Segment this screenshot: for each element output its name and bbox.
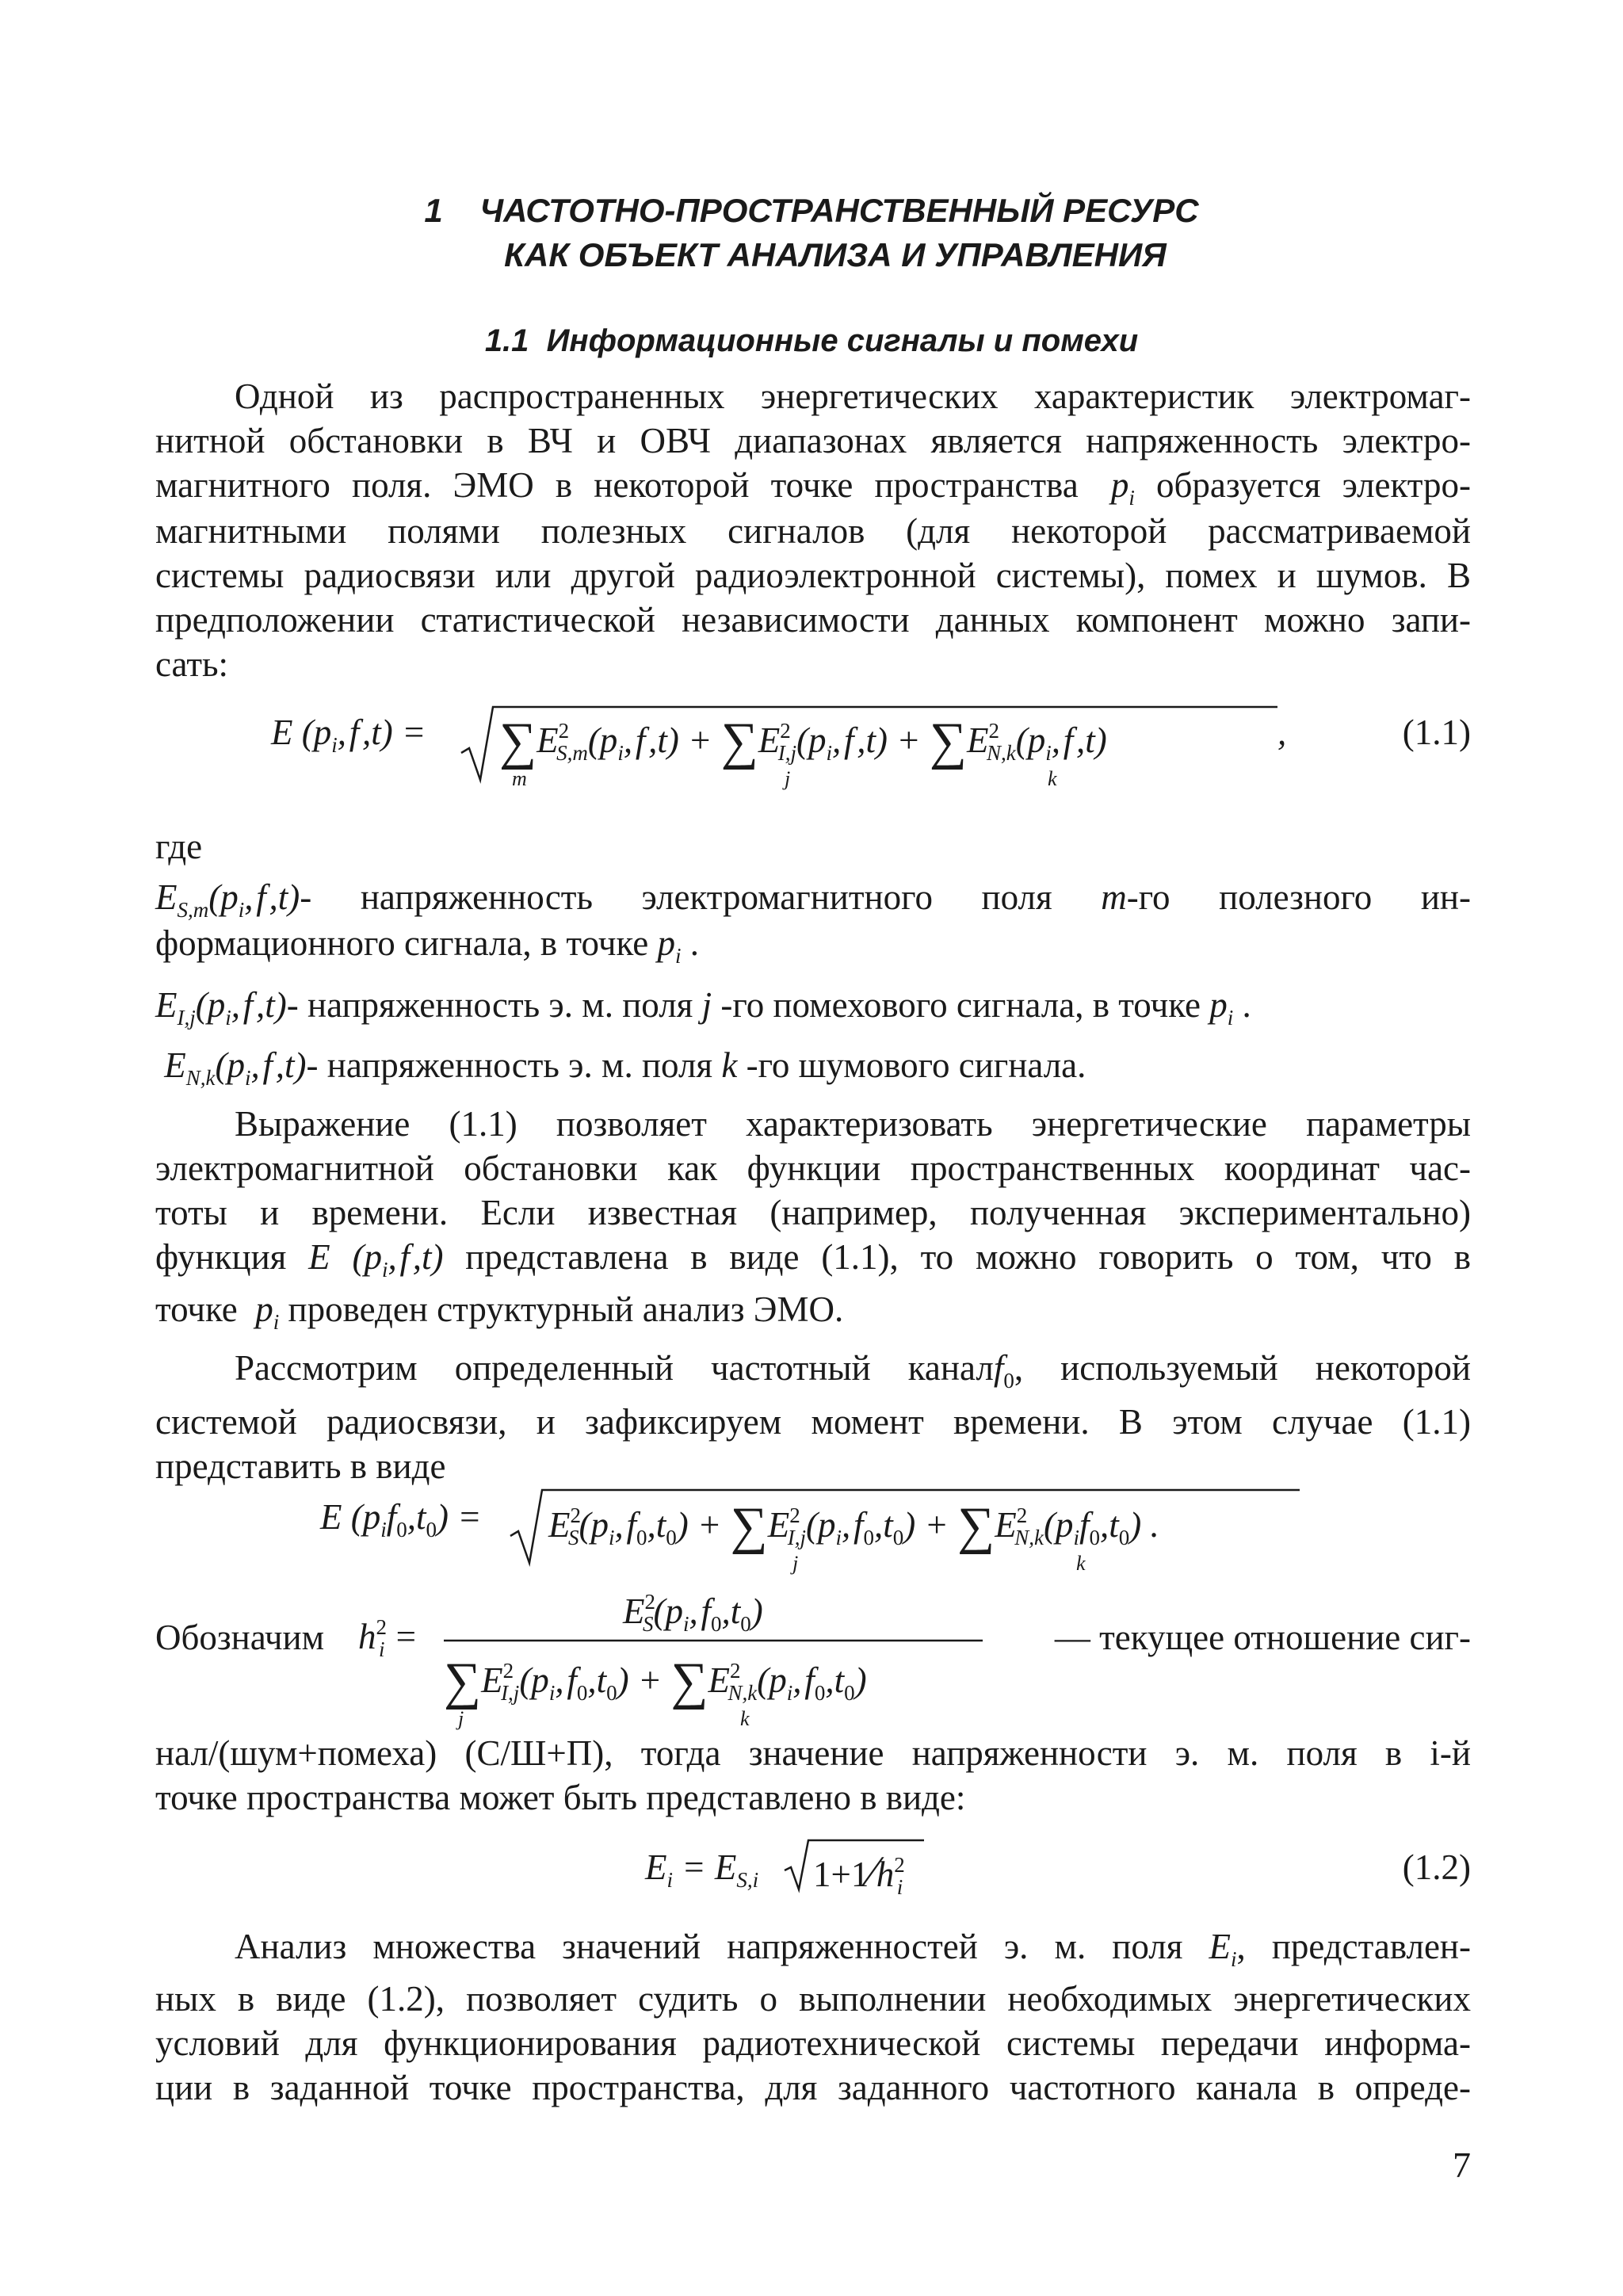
chapter-title-line1: [0, 189, 1623, 233]
p2-line1: Выражение (1.1) позволяет характеризовать энергетические параметры: [235, 1104, 1471, 1144]
equation-number-1-2: (1.2): [1402, 1847, 1471, 1887]
p2-line3: тоты и времени. Если известная (например, полученная экспериментально): [155, 1193, 1471, 1232]
p4-line2: точке пространства может быть представлено в виде:: [155, 1778, 966, 1817]
equation-number-1-1: (1.1): [1402, 712, 1471, 752]
document-page: 1 ЧАСТОТНО-ПРОСТРАНСТВЕННЫЙ РЕСУРС КАК ОБЪЕКТ АНАЛИЗА И УПРАВЛЕНИЯ 1.1 Информационные сигналы и помехи Одной из распространенных энергетических характеристик электромаг- нитной обстановки в ВЧ и ОВЧ диапазонах является напряженность электро- магнитного поля. ЭМО в некоторой точке пространства $p_i$ образуется электро- магнитными полями полезных сигналов (для некоторой рассматриваемой системы радиосвязи или другой радиоэлектронной системы), помех и шумов. В предположении статистической независимости данных компонент можно запи- сать: E ($p_i$, f ,t) = $\sum E^2_{S,m}(p_i$, f $,t) + \sum E^2_{I,j}(p_i$, f $,t) + \sum E^2_{N,k}(p_i$, f ,t) , m j k (1.1) где $E_{S,m}(p_i$, f ,t)- напряженность электромагнитного поля m-го полезного ин- формационного сигнала, в точке $p_i$ . $E_{I,j}(p_i$, f ,t)- напряженность э. м. поля j -го помехового сигнала, в точке $p_i$ . $E_{N,k}(p_i$, f ,t)- напряженность э. м. поля k -го шумового сигнала. Выражение (1.1) позволяет характеризовать энергетические параметры электромагнитной обстановки как функции пространственных координат час- тоты и времени. Если известная (например, полученная экспериментально) функция E ($p_i$, f ,t) представлена в виде (1.1), то можно говорить о том, что в точке $p_i$ проведен структурный анализ ЭМО. Рассмотрим определенный частотный каналf$_0$, используемый некоторой системой радиосвязи, и зафиксируем момент времени. В этом случае (1.1) представить в виде E $(p_if_0,t_0)$ = $E^2_S(p_i$, $f_0,t_0) + \sum E^2_{I,j}(p_i$, $f_0,t_0) + \sum E^2_{N,k}(p_if_0,t_0)$ . j k Обозначим $h^2_i$ = $E^2_S(p_i$, $f_0,t_0$) $\sum E^2_{I,j}(p_i$, $f_0,t_0) + \sum E^2_{N,k}(p_i$, $f_0,t_0$) j k — текущее отношение сиг- нал/(шум+помеха) (С/Ш+П), тогда значение напряженности э. м. поля в i-й точке пространства может быть представлено в виде: $E_i = E_{S,i}$ $1+1⁄h^2_i$ (1.2) Анализ множества значений напряженностей э. м. поля $E_i$, представлен- ных в виде (1.2), позволяет судить о выполнении необходимых энергетических условий для функционирования радиотехнической системы передачи информа- ции в заданной точке пространства, для заданного частотного канала в опреде- 7: [0, 0, 1623, 2296]
p1-line1: Одной из распространенных энергетических характеристик электромаг-: [235, 376, 1471, 416]
p3-line1: Рассмотрим определенный частотный каналf$_0$, используемый некоторой: [235, 1348, 1471, 1392]
section-number: 1.1: [484, 323, 529, 358]
section-title: [0, 323, 1623, 359]
def-line2: формационного сигнала, в точке $p_i$ .: [155, 923, 699, 968]
p5-line2: ных в виде (1.2), позволяет судить о выполнении необходимых энергетических: [155, 1979, 1471, 2019]
def-line1: $E_{S,m}(p_i$, f ,t)- напряженность электромагнитного поля m-го полезного ин-: [155, 877, 1471, 922]
chapter-title-line2: КАК ОБЪЕКТ АНАЛИЗА И УПРАВЛЕНИЯ: [504, 236, 1167, 273]
section-title-text: Информационные сигналы и помехи: [546, 323, 1139, 358]
p2-line4: функция E ($p_i$, f ,t) представлена в виде (1.1), то можно говорить о том, что в: [155, 1237, 1471, 1282]
p1-line2: нитной обстановки в ВЧ и ОВЧ диапазонах является напряженность электро-: [155, 421, 1471, 460]
p1-line3: магнитного поля. ЭМО в некоторой точке пространства $p_i$ образуется электро-: [155, 465, 1472, 510]
fraction-bar: [444, 1639, 983, 1642]
p5-line4: ции в заданной точке пространства, для заданного частотного канала в опреде-: [155, 2068, 1471, 2107]
p2-line5: точке $p_i$ проведен структурный анализ ЭМО.: [155, 1289, 844, 1334]
p3-line3: представить в виде: [155, 1446, 446, 1486]
p1-line4: магнитными полями полезных сигналов (для некоторой рассматриваемой: [155, 511, 1471, 551]
page-number: 7: [1453, 2145, 1471, 2185]
denote-label: Обозначим: [155, 1618, 325, 1657]
p5-line1: Анализ множества значений напряженностей э. м. поля $E_i$, представлен-: [235, 1927, 1471, 1971]
p1-line7: сать:: [155, 644, 229, 684]
def-line4: $E_{N,k}(p_i$, f ,t)- напряженность э. м. поля k -го шумового сигнала.: [155, 1045, 1086, 1090]
p2-line2: электромагнитной обстановки как функции пространственных координат час-: [155, 1148, 1471, 1188]
p4-line1: нал/(шум+помеха) (С/Ш+П), тогда значение напряженности э. м. поля в i-й: [155, 1733, 1471, 1773]
p1-line5: системы радиосвязи или другой радиоэлектронной системы), помех и шумов. В: [155, 556, 1471, 595]
chapter-title: ЧАСТОТНО-ПРОСТРАНСТВЕННЫЙ РЕСУРС: [479, 192, 1199, 229]
ratio-text: — текущее отношение сиг-: [1054, 1618, 1471, 1657]
chapter-number: 1: [424, 192, 443, 229]
def-line3: $E_{I,j}(p_i$, f ,t)- напряженность э. м. поля j -го помехового сигнала, в точке $p_i$ .: [155, 985, 1251, 1030]
p1-line6: предположении статистической независимости данных компонент можно запи-: [155, 600, 1471, 640]
p5-line3: условий для функционирования радиотехнической системы передачи информа-: [155, 2023, 1471, 2063]
p3-line2: системой радиосвязи, и зафиксируем момент времени. В этом случае (1.1): [155, 1402, 1471, 1442]
where-label: где: [155, 827, 203, 866]
